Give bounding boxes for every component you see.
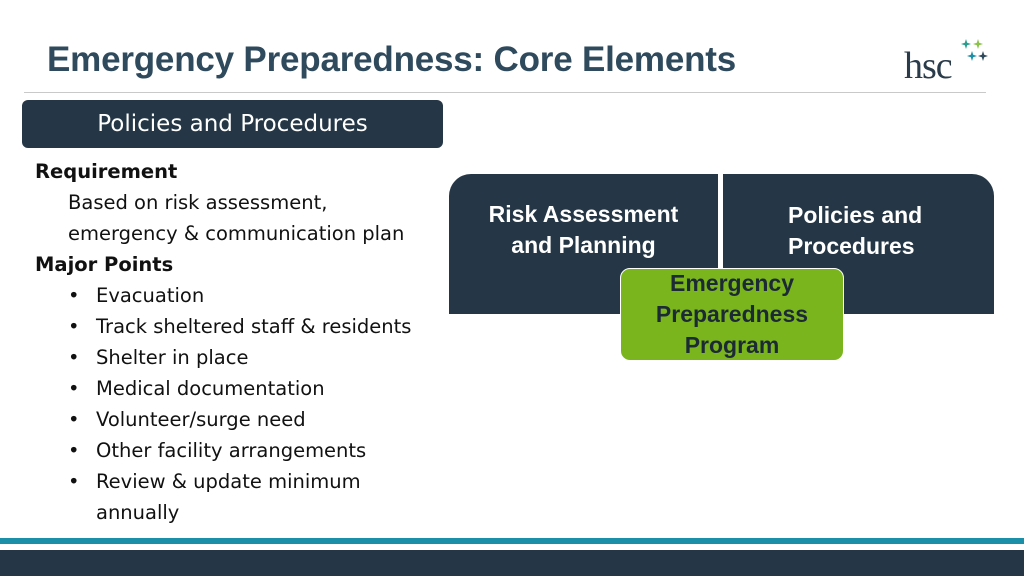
major-points-heading: Major Points <box>35 253 174 276</box>
center-label-line: Preparedness <box>655 301 809 327</box>
list-item-continuation: annually <box>96 501 180 524</box>
bullet-glyph: • <box>68 377 80 400</box>
requirement-line: Based on risk assessment, <box>68 191 328 214</box>
hsc-logo <box>898 38 988 88</box>
list-item-text: Medical documentation <box>96 377 325 400</box>
quadrant-label-line: and Planning <box>511 232 656 258</box>
bullet-glyph: • <box>68 346 80 369</box>
bullet-glyph: • <box>68 408 80 431</box>
list-item <box>35 466 445 528</box>
list-item-text: Track sheltered staff & residents <box>96 315 412 338</box>
diagram-center-program <box>620 268 844 361</box>
list-item-text: Volunteer/surge need <box>96 408 306 431</box>
title-divider <box>24 92 986 93</box>
list-item-text: Evacuation <box>96 284 205 307</box>
footer-bar <box>0 550 1024 576</box>
quadrant-label-line: Procedures <box>788 233 915 259</box>
list-item <box>35 342 445 373</box>
quadrant-label-line: Risk Assessment <box>488 201 679 227</box>
requirement-line: emergency & communication plan <box>68 222 405 245</box>
quadrant-label <box>449 199 718 261</box>
bullet-glyph: • <box>68 315 80 338</box>
list-item-text: Other facility arrangements <box>96 439 367 462</box>
list-item <box>35 404 445 435</box>
section-header: Policies and Procedures <box>22 100 443 148</box>
list-item <box>35 311 445 342</box>
footer-accent-stripe <box>0 538 1024 544</box>
slide-title: Emergency Preparedness: Core Elements <box>47 40 737 79</box>
bullet-glyph: • <box>68 284 80 307</box>
center-label-line: Emergency <box>669 270 794 296</box>
list-item <box>35 373 445 404</box>
list-item <box>35 280 445 311</box>
list-item <box>35 435 445 466</box>
logo-text: hsc <box>904 45 952 87</box>
bullet-glyph: • <box>68 470 80 493</box>
quadrant-label <box>788 200 922 262</box>
requirement-heading: Requirement <box>35 160 178 183</box>
section-content <box>35 156 445 528</box>
center-label-line: Program <box>684 332 780 358</box>
list-item-text: Review & update minimum <box>96 470 361 493</box>
list-item-text: Shelter in place <box>96 346 249 369</box>
quadrant-label-line: Policies and <box>788 202 923 228</box>
bullet-glyph: • <box>68 439 80 462</box>
major-points-list <box>35 280 445 528</box>
star-cluster-icon <box>954 38 988 64</box>
